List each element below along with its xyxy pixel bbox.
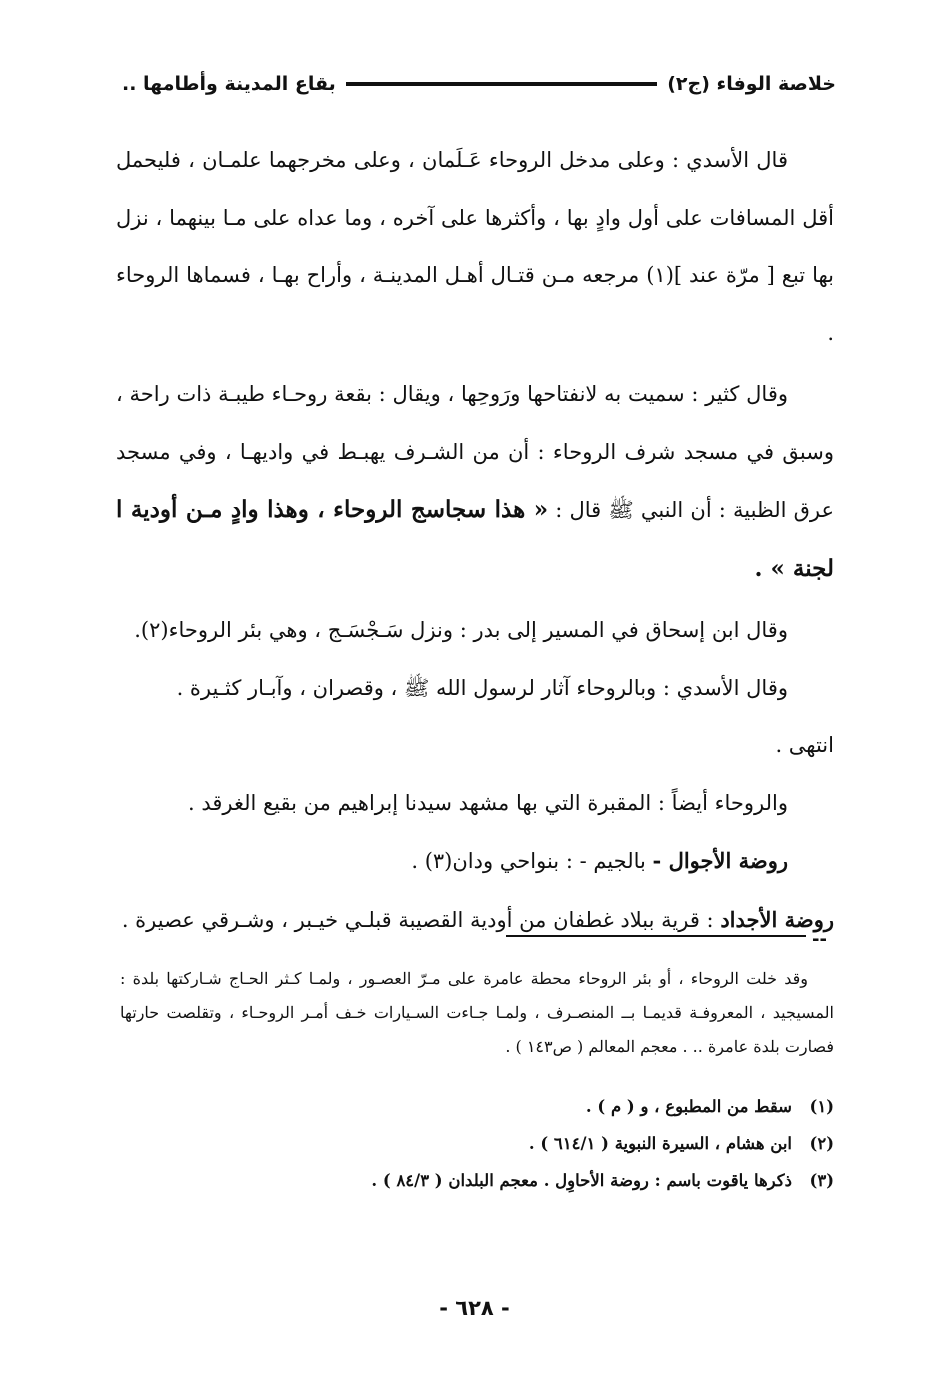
footnote-continuation — [120, 962, 834, 1064]
paragraph-7 — [116, 832, 834, 891]
header-section-title: بقاع المدينة وأطامها .. — [122, 73, 336, 95]
footnote-separator — [506, 935, 806, 937]
paragraph-4: وقال الأسدي : وبالروحاء آثار لرسول الله ﷺ ، وقصران ، وآبـار كثـيرة . — [176, 675, 788, 700]
term-rawdat-al-ajwal: روضة الأجوال - — [652, 848, 788, 873]
footnote-2-text: ابن هشام ، السيرة النبوية ( ٦١٤/١ ) . — [528, 1134, 792, 1153]
footnote-3-text: ذكرها ياقوت باسم : روضة الأحاوِل . معجم البلدان ( ٨٤/٣ ) . — [371, 1171, 792, 1190]
main-text — [116, 132, 834, 949]
footnote-3-number: (٣) — [809, 1171, 834, 1190]
page-number: - ٦٢٨ - — [439, 1296, 510, 1320]
running-header — [122, 66, 836, 102]
footnote-3 — [120, 1162, 834, 1199]
paragraph-6: والروحاء أيضاً : المقبرة التي بها مشهد سيدنا إبراهيم من بقيع الغرقد . — [187, 790, 788, 815]
footnote-1-text: سقط من المطبوع ، و ( م ) . — [585, 1097, 792, 1116]
hadith-quote: « هذا سجاسج الروحاء ، وهذا وادٍ مـن أودية ا لجنة » . — [116, 496, 834, 582]
footnote-2 — [120, 1125, 834, 1162]
footnote-2-number: (٢) — [809, 1134, 834, 1153]
footnote-continuation-text: وقد خلت الروحاء ، أو بئر الروحاء محطة عامرة على مـرّ العصـور ، ولمـا كـثر الحـاج شـاركتها بلدة : المسيجيد ، المعروفـة قديمـا بــ المنصـرف ، ولمـا جـاءت السـيارات خـف أمـر الروحـاء ، وتقلصت حارتها فصارت بلدة عامرة .. . معجم المعالم ( ص١٤٣ ) . — [120, 969, 834, 1056]
footnote-marker: -- — [812, 929, 827, 950]
paragraph-2 — [116, 366, 834, 598]
paragraph-1: قال الأسدي : وعلى مدخل الروحاء عَـلَمان ، وعلى مخرجهما علمـان ، فليحمل أقل المسافات على أول وادٍ بها ، وأكثرها على آخره ، وما عداه على مـا بينهما ، نزل بها تبع [ مرّة عند ](١) مرجعه مـن قتـال أهـل المدينـة ، وأراح بهـا ، فسماها الروحاء . — [116, 148, 834, 345]
footnote-1 — [120, 1088, 834, 1125]
paragraph-5: انتهى . — [775, 733, 834, 757]
footnotes — [120, 1088, 834, 1199]
footnote-1-number: (١) — [809, 1097, 834, 1116]
header-rule — [346, 82, 657, 86]
header-book-title: خلاصة الوفاء (ج٢) — [667, 73, 836, 95]
paragraph-3: وقال ابن إسحاق في المسير إلى بدر : ونزل سَـجْسَـج ، وهي بئر الروحاء(٢). — [134, 618, 788, 642]
paragraph-7-text: بالجيم - : بنواحي ودان(٣) . — [411, 849, 646, 873]
paragraph-2-text: وقال كثير : سميت به لانفتاحها ورَوحِها ، ويقال : بقعة روحـاء طيبـة ذات راحة ، وسبق في مسجد شرف الروحاء : أن من الشـرف يهبـط في واديهـا ، وفي مسجد عرق الظبية : أن النبي ﷺ قال : — [116, 382, 834, 522]
paragraph-8-text: : قرية ببلاد غطفان من أودية القصيبة قبلـي خيـبر ، وشـرقي عصيرة . — [121, 907, 714, 932]
term-rawdat-al-ajdad: روضة الأجداد — [720, 906, 834, 932]
paragraph-8 — [116, 891, 834, 950]
